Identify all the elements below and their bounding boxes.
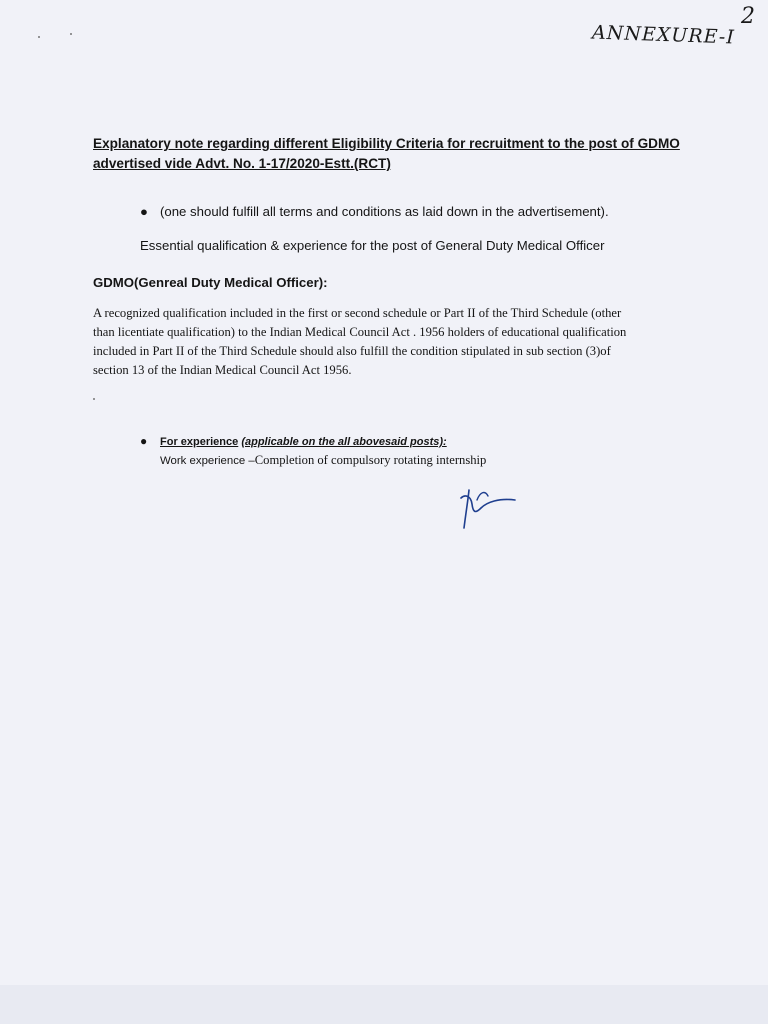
experience-prefix: Work experience –	[160, 455, 255, 467]
paragraph-line-1: A recognized qualification included in the first or second schedule or Part II of the Third Schedule (other	[93, 306, 622, 320]
experience-section	[140, 434, 560, 468]
experience-sublabel: (applicable on the all abovesaid posts):	[241, 436, 447, 448]
document-heading	[93, 134, 693, 174]
scan-bottom-edge	[0, 985, 768, 1024]
heading-line-1: Explanatory note regarding different Eligibility Criteria for recruitment to the post of GDMO	[93, 136, 680, 151]
terms-bullet	[140, 204, 609, 219]
heading-line-2: advertised vide Advt. No. 1-17/2020-Estt.(RCT)	[93, 156, 391, 171]
paragraph-line-4: section 13 of the Indian Medical Council Act 1956.	[93, 363, 352, 377]
scan-speck	[38, 36, 40, 38]
paragraph-line-2: than licentiate qualification) to the Indian Medical Council Act . 1956 holders of educational qualification	[93, 325, 627, 339]
experience-detail: Completion of compulsory rotating internship	[254, 453, 487, 467]
qualification-paragraph	[93, 304, 693, 380]
annexure-label: ANNEXURE-I	[591, 21, 736, 49]
scan-speck	[93, 398, 95, 400]
bullet-icon: ●	[140, 204, 148, 219]
page-number: 2	[741, 4, 756, 29]
paragraph-line-3: included in Part II of the Third Schedule should also fulfill the condition stipulated in sub section (3)of	[93, 344, 611, 358]
experience-heading	[140, 434, 560, 450]
scan-speck	[70, 33, 72, 35]
experience-label: For experience	[160, 436, 239, 448]
qualification-intro: Essential qualification & experience for the post of General Duty Medical Officer	[140, 238, 605, 253]
signature-icon	[455, 478, 525, 539]
bullet-icon: ●	[140, 434, 148, 448]
terms-bullet-text: (one should fulfill all terms and conditions as laid down in the advertisement).	[160, 204, 609, 219]
gdmo-section-title: GDMO(Genreal Duty Medical Officer):	[93, 275, 328, 290]
experience-text	[160, 453, 560, 468]
